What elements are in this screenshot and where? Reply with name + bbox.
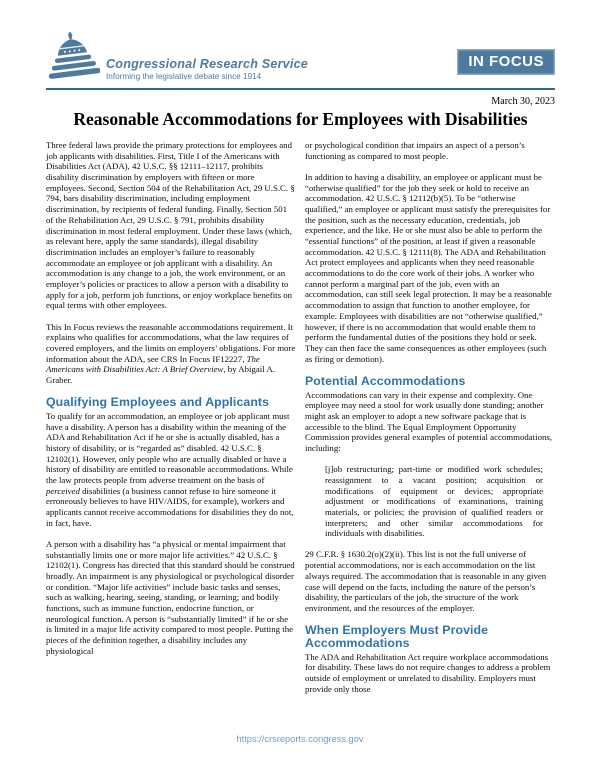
crs-logo: [46, 33, 308, 88]
org-name: Congressional Research Service: [106, 57, 308, 71]
org-tagline: Informing the legislative debate since 1914: [106, 72, 262, 81]
right-column: [305, 140, 555, 694]
body-paragraph: Accommodations can vary in their expense and complexity. One employee may need a stool for work usually done standing; another might ask an employer to adopt a new software package that is accessible to the blind. The Equal Employment Opportunity Commission provides general examples of potential accommodations, including:: [305, 389, 552, 453]
accommodations-blockquote: [j]ob restructuring; part-time or modified work schedules; reassignment to a vacant position; acquisition or modifications of equipment or devices; appropriate adjustment or modifications of examinations, training materials, or policies; the provision of qualified readers or interpreters; and other similar accommodations for individuals with disabilities.: [325, 464, 543, 539]
section-heading-potential: Potential Accommodations: [305, 373, 466, 388]
content-columns: [46, 140, 555, 694]
in-focus-badge: IN FOCUS: [457, 49, 555, 75]
body-paragraph: In addition to having a disability, an employee or applicant must be “otherwise qualified” for the job they seek or hold to receive an accommodation. 42 U.S.C. § 12112(b)(5). To be “otherwise qualified,” an employee or applicant must satisfy the prerequisites for the position, such as the necessary education, credentials, job experience, and the like. He or she must also be able to perform the “essential functions” of the position, at least if given a reasonable accommodation. 42 U.S.C. § 12111(8). The ADA and Rehabilitation Act protect employees and applicants when they need reasonable accommodations to do the core work of their jobs. A worker who cannot perform a marginal part of the job, even with an accommodation, can still seek legal protection. It may be a reasonable accommodation to assign that function to another employee, for example. Employees with disabilities are not “otherwise qualified,” however, if there is no accommodation that would enable them to perform the fundamental duties of the positions they hold or seek. They can then face the same consequences as other employees (such as firing or demotion).: [305, 171, 552, 364]
page-footer: [0, 734, 600, 744]
body-paragraph: To qualify for an accommodation, an employee or job applicant must have a disability. A person has a disability within the meaning of the ADA and Rehabilitation Act if he or she is actually disabled, has a history of disability, or is “regarded as” disabled. 42 U.S.C. § 12102(1). However, only people who are actually disabled or have a history of disability are entitled to reasonable accommodations. While the law protects people from adverse treatment on the basis of perceived disabilities (a business cannot refuse to hire someone it erroneously believes to have HIV/AIDS, for example), workers and applicants cannot receive accommodations for disabilities they do not, in fact, have.: [46, 410, 294, 528]
header-rule: [46, 88, 555, 90]
body-paragraph: The ADA and Rehabilitation Act require workplace accommodations for disability. These laws do not require changes to address a problem outside of employment or unrelated to disability. Employers must provide only those: [305, 651, 551, 694]
logo-text: [106, 57, 308, 81]
report-title: Reasonable Accommodations for Employees with Disabilities: [73, 109, 528, 129]
body-paragraph: Three federal laws provide the primary protections for employees and job applicants with disabilities. First, Title I of the Americans with Disabilities Act (ADA), 42 U.S.C. §§ 12111–12117, prohibits disability discrimination by employers with fifteen or more employees. Second, Section 504 of the Rehabilitation Act, 29 U.S.C. § 794, bars disability discrimination, including employment discrimination, by recipients of federal funding. Finally, Section 501 of the Rehabilitation Act, 29 U.S.C. § 791, prohibits disability discrimination in most federal employment. Under these laws (which, as relevant here, apply the same standards), illegal disability discrimination includes an employer’s failure to reasonably accommodate an employee or job applicant with a disability. An accommodation is any change to a job, the work environment, or an employer’s policies or practices to allow a person with a disability to apply for a job, perform job functions, or enjoy workplace benefits on equal terms with other employees.: [46, 140, 295, 311]
body-paragraph: A person with a disability has “a physical or mental impairment that substantially limits one or more major life activities.” 42 U.S.C. § 12102(1). Congress has directed that this standard should be construed broadly. An impairment is any physiological or psychological disorder or condition. “Major life activities” include basic tasks and senses, such as walking, hearing, seeing, standing, or learning; and bodily functions, such as immune function, endocrine function, or neurological function. A person is “substantially limited” if he or she is limited in a major life activity compared to most people. Putting the pieces of the definition together, a disability includes any physiological: [46, 538, 295, 656]
section-heading-qualifying: Qualifying Employees and Applicants: [46, 395, 270, 410]
report-date: March 30, 2023: [491, 96, 555, 107]
body-paragraph: 29 C.F.R. § 1630.2(o)(2)(ii). This list is not the full universe of potential accommodations, nor is each accommodation on the list always required. The accommodation that is reasonable in any given case will depend on the facts, including the nature of the person’s disability, the particulars of the job, the structure of the work environment, and the resources of the employer.: [305, 549, 547, 613]
body-paragraph: or psychological condition that impairs an aspect of a person’s functioning as compared to most people.: [305, 140, 525, 161]
section-heading-when: When Employers Must Provide Accommodations: [305, 623, 489, 650]
masthead: [46, 33, 555, 88]
capitol-dome-icon: [46, 32, 100, 88]
footer-url-link[interactable]: https://crsreports.congress.gov: [236, 734, 364, 744]
body-paragraph: This In Focus reviews the reasonable accommodations requirement. It explains who qualifies for accommodations, what the law requires of covered employers, and the limits on employers’ obligations. For more information about the ADA, see CRS In Focus IF12227, The Americans with Disabilities Act: A Brief Overview, by Abigail A. Graber.: [46, 321, 296, 385]
left-column: [46, 140, 296, 694]
